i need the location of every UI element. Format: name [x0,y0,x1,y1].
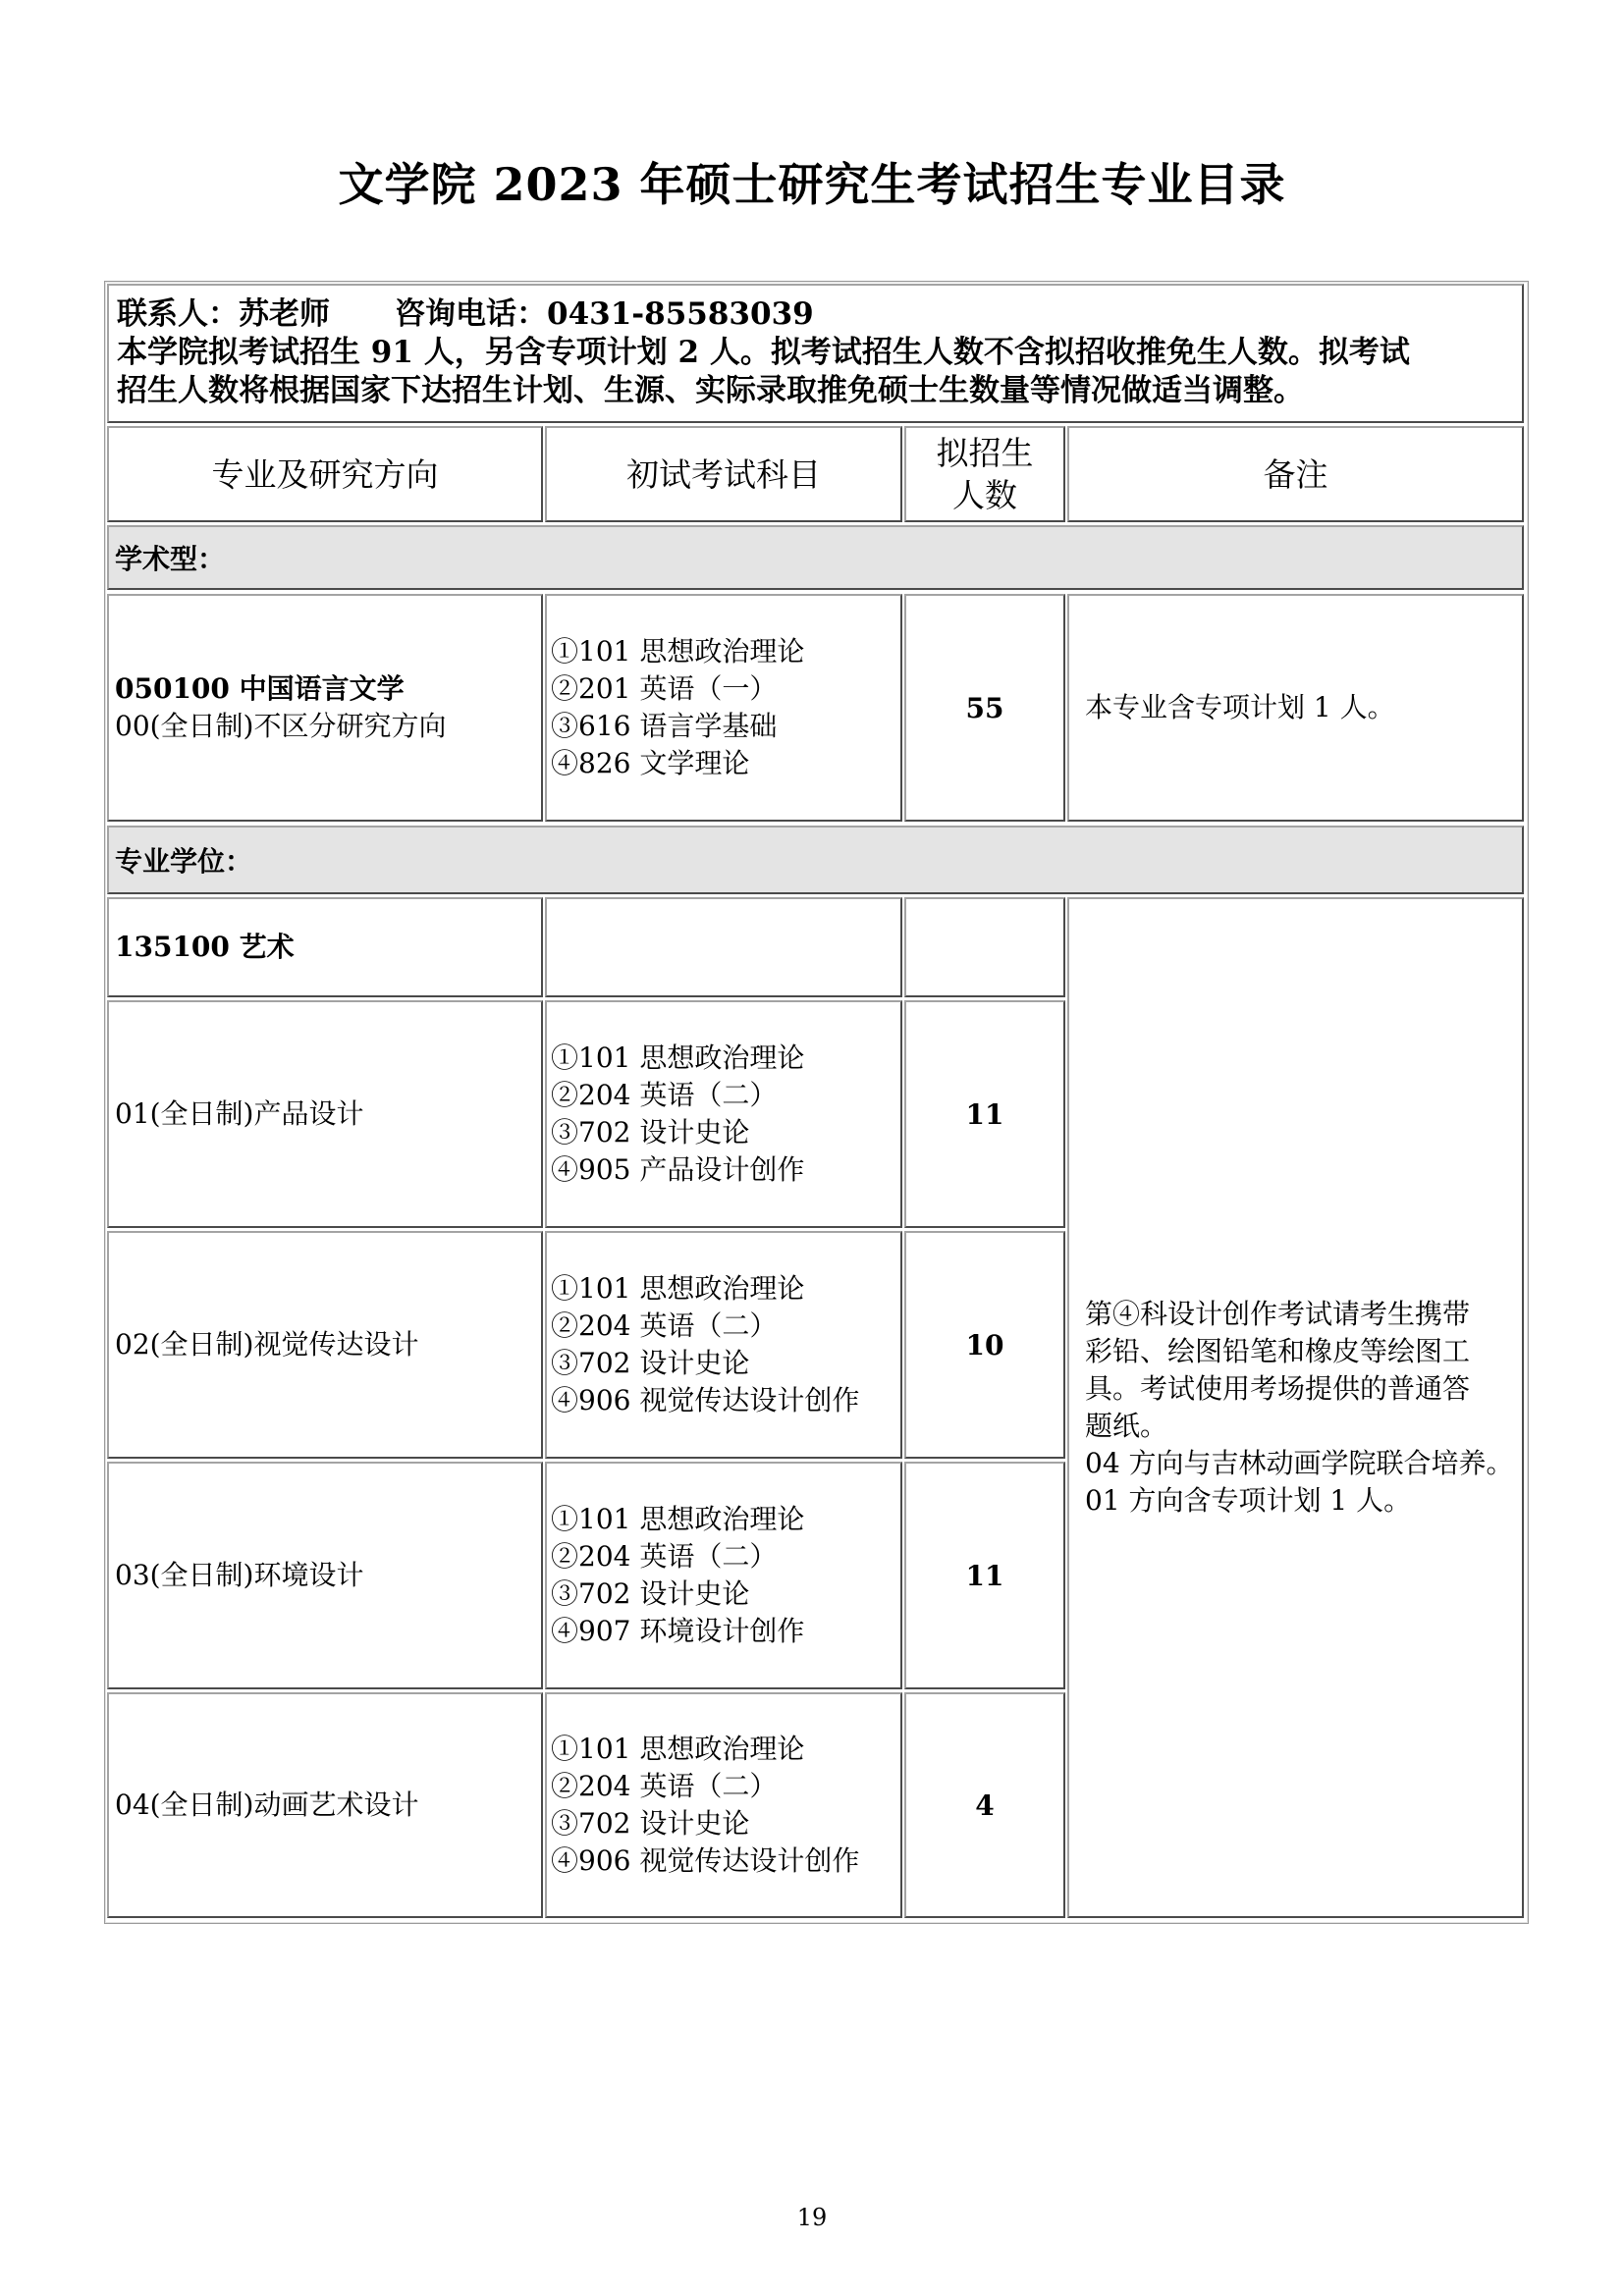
header-subjects [545,426,902,522]
art-direction-cell [107,1692,543,1918]
art-count: 10 [965,1328,1004,1362]
contact-info-line-1: 本学院拟考试招生 91 人，另含专项计划 2 人。拟考试招生人数不含拟招收推免生人数。拟考试 [117,335,1410,370]
art-note-line: 第④科设计创作考试请考生携带 [1085,1298,1471,1330]
art-subjects-cell [545,1692,902,1918]
art-count: 11 [965,1559,1004,1592]
page-number: 19 [796,2204,828,2231]
header-subjects-label: 初试考试科目 [626,454,821,494]
contact-phone: 咨询电话：0431-85583039 [395,296,814,332]
art-direction: 02(全日制)视觉传达设计 [115,1328,419,1361]
art-count-cell [904,1462,1065,1689]
subject-item: ②201 英语（一） [551,672,778,705]
header-notes-label: 备注 [1263,454,1328,494]
subject-item: ①101 思想政治理论 [551,1503,805,1535]
art-count-cell [904,1692,1065,1918]
header-major [107,426,543,522]
art-note-cell [1067,897,1524,1918]
subject-item: ③616 语言学基础 [551,710,778,742]
section-professional-label: 专业学位： [115,845,253,878]
subject-item: ④905 产品设计创作 [551,1153,805,1186]
art-subjects-cell [545,1000,902,1228]
subject-item: ①101 思想政治理论 [551,1041,805,1074]
art-direction-cell [107,1000,543,1228]
section-professional [107,826,1524,894]
subject-item: ①101 思想政治理论 [551,635,805,667]
subject-item: ④826 文学理论 [551,747,750,779]
page-title: 文学院 2023 年硕士研究生考试招生专业目录 [338,158,1286,211]
contact-block [107,284,1524,423]
subject-item: ②204 英语（二） [551,1079,778,1111]
academic-note: 本专业含专项计划 1 人。 [1085,691,1395,723]
art-count: 11 [965,1097,1004,1131]
art-direction: 04(全日制)动画艺术设计 [115,1789,419,1821]
section-academic [107,525,1524,590]
art-subjects-cell [545,1231,902,1459]
subject-item: ④906 视觉传达设计创作 [551,1844,860,1877]
academic-count: 55 [965,691,1004,724]
academic-count-cell [904,594,1065,822]
header-major-label: 专业及研究方向 [211,454,439,494]
art-count-cell [904,1000,1065,1228]
header-count-line-2: 人数 [952,476,1017,514]
academic-major-cell [107,594,543,822]
art-direction: 03(全日制)环境设计 [115,1559,364,1591]
art-note-line: 题纸。 [1085,1410,1168,1442]
art-direction-cell [107,1462,543,1689]
subject-item: ④906 视觉传达设计创作 [551,1384,860,1416]
subject-item: ②204 英语（二） [551,1770,778,1802]
subject-item: ③702 设计史论 [551,1807,750,1840]
academic-subjects-cell [545,594,902,822]
academic-major-code: 050100 中国语言文学 [115,672,405,705]
header-notes [1067,426,1524,522]
subject-item: ③702 设计史论 [551,1347,750,1379]
art-major-cell [107,897,543,997]
subject-item: ③702 设计史论 [551,1116,750,1148]
art-direction-cell [107,1231,543,1459]
contact-person: 联系人：苏老师 [117,296,330,332]
art-subjects-empty-cell [545,897,902,997]
header-count-line-1: 拟招生 [936,434,1034,472]
header-count [904,426,1065,522]
art-note-line: 01 方向含专项计划 1 人。 [1085,1484,1412,1517]
subject-item: ④907 环境设计创作 [551,1615,805,1647]
art-major-code: 135100 艺术 [115,931,295,963]
subject-item: ②204 英语（二） [551,1309,778,1342]
academic-major-direction: 00(全日制)不区分研究方向 [115,710,447,742]
art-note-line: 04 方向与吉林动画学院联合培养。 [1085,1447,1514,1479]
academic-note-cell [1067,594,1524,822]
section-academic-label: 学术型： [115,543,226,575]
subject-item: ③702 设计史论 [551,1577,750,1610]
art-count: 4 [975,1789,995,1822]
art-direction: 01(全日制)产品设计 [115,1097,364,1130]
art-note-line: 具。考试使用考场提供的普通答 [1085,1372,1471,1405]
art-note-line: 彩铅、绘图铅笔和橡皮等绘图工 [1085,1335,1471,1367]
subject-item: ①101 思想政治理论 [551,1272,805,1305]
contact-info-line-2: 招生人数将根据国家下达招生计划、生源、实际录取推免硕士生数量等情况做适当调整。 [117,373,1304,408]
subject-item: ①101 思想政治理论 [551,1733,805,1765]
art-count-empty-cell [904,897,1065,997]
subject-item: ②204 英语（二） [551,1540,778,1573]
art-subjects-cell [545,1462,902,1689]
art-count-cell [904,1231,1065,1459]
